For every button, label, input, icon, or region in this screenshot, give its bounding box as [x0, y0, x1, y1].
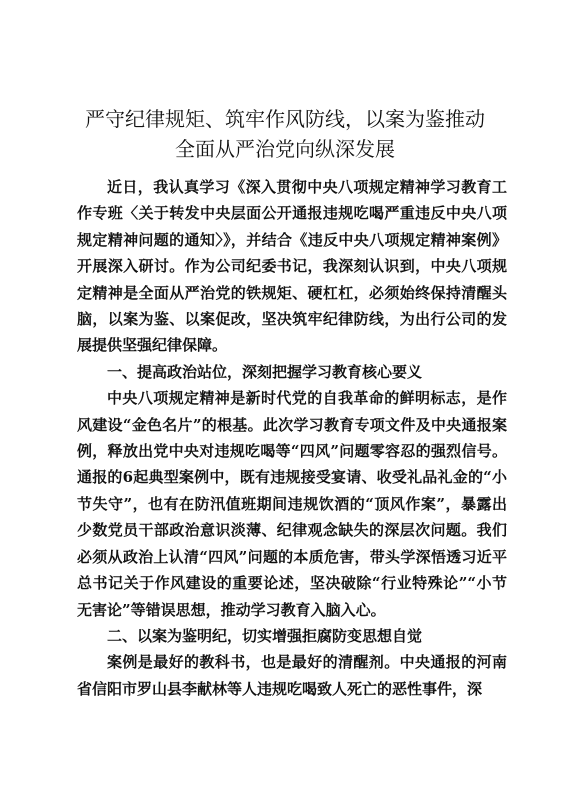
section-heading-2: 二、以案为鉴明纪，切实增强拒腐防变思想自觉	[107, 626, 423, 645]
title-line-2: 全面从严治党向纵深发展	[175, 137, 395, 161]
paragraph-section-2: 案例是最好的教科书，也是最好的清醒剂。中央通报的河南省信阳市罗山县李献林等人违规吃喝致人死亡的恶性事件，深	[77, 653, 507, 698]
document-title	[70, 104, 500, 164]
title-line-1: 严守纪律规矩、筑牢作风防线，以案为鉴推动	[85, 107, 485, 131]
section-heading-1: 一、提高政治站位，深刻把握学习教育核心要义	[107, 362, 423, 381]
paragraph-intro: 近日，我认真学习《深入贯彻中央八项规定精神学习教育工作专班〈关于转发中央层面公开通报违规吃喝严重违反中央八项规定精神问题的通知〉》，并结合《违反中央八项规定精神案例》开展深入研讨。作为公司纪委书记，我深刻认识到，中央八项规定精神是全面从严治党的铁规矩、硬杠杠，必须始终保持清醒头脑，以案为鉴、以案促改，坚决筑牢纪律防线，为出行公司的发展提供坚强纪律保障。	[77, 178, 507, 355]
document-body	[77, 174, 507, 702]
paragraph-section-1: 中央八项规定精神是新时代党的自我革命的鲜明标志，是作风建设“金色名片”的根基。此次学习教育专项文件及中央通报案例，释放出党中央对违规吃喝等“四风”问题零容忍的强烈信号。通报的6起典型案例中，既有违规接受宴请、收受礼品礼金的“小节失守”，也有在防汛值班期间违规饮酒的“顶风作案”，暴露出少数党员干部政治意识淡薄、纪律观念缺失的深层次问题。我们必须从政治上认清“四风”问题的本质危害，带头学深悟透习近平总书记关于作风建设的重要论述，坚决破除“行业特殊论”“小节无害论”等错误思想，推动学习教育入脑入心。	[77, 389, 507, 619]
